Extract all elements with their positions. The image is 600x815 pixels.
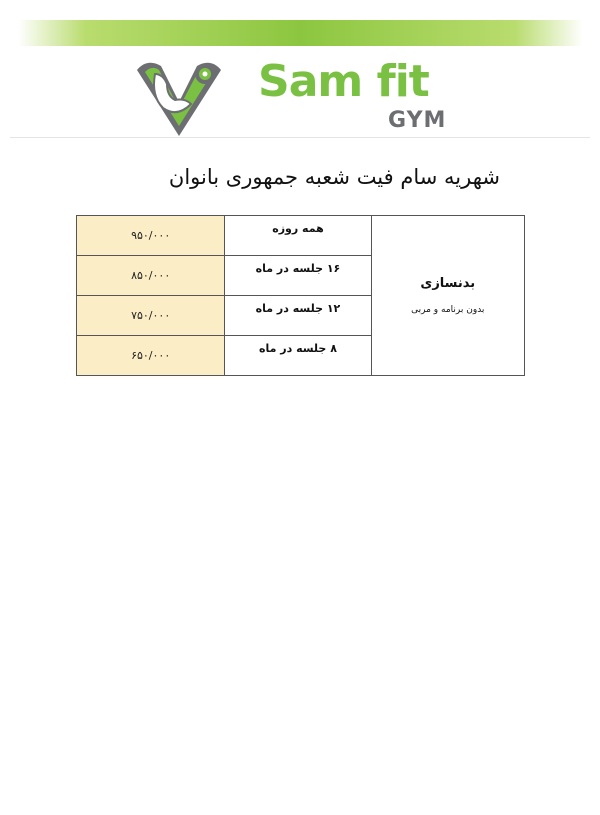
header-divider bbox=[10, 137, 590, 138]
session-label: ۸ جلسه در ماه bbox=[259, 342, 337, 355]
brand-wordmark bbox=[258, 58, 429, 106]
session-label: همه روزه bbox=[272, 222, 324, 235]
price-cell: ۹۵۰/۰۰۰ bbox=[77, 216, 225, 256]
session-label: ۱۲ جلسه در ماه bbox=[255, 302, 341, 315]
session-cell bbox=[225, 336, 371, 376]
session-cell bbox=[225, 256, 371, 296]
price-cell: ۶۵۰/۰۰۰ bbox=[77, 336, 225, 376]
brand-subtitle: GYM bbox=[388, 108, 447, 133]
page-title: شهریه سام فیت شعبه جمهوری بانوان bbox=[168, 165, 500, 189]
price-cell: ۷۵۰/۰۰۰ bbox=[77, 296, 225, 336]
session-cell bbox=[225, 296, 371, 336]
brand-word-2: fit bbox=[376, 56, 429, 107]
category-name: بدنسازی bbox=[420, 276, 476, 291]
category-note: بدون برنامه و مربی bbox=[411, 305, 485, 315]
table-row bbox=[77, 216, 525, 256]
gym-logo-icon bbox=[133, 52, 225, 140]
session-cell bbox=[225, 216, 371, 256]
brand-word-1: Sam bbox=[258, 56, 363, 107]
price-table bbox=[76, 215, 525, 376]
header-green-bar bbox=[18, 20, 583, 46]
price-cell: ۸۵۰/۰۰۰ bbox=[77, 256, 225, 296]
category-cell bbox=[371, 216, 524, 376]
session-label: ۱۶ جلسه در ماه bbox=[255, 262, 341, 275]
